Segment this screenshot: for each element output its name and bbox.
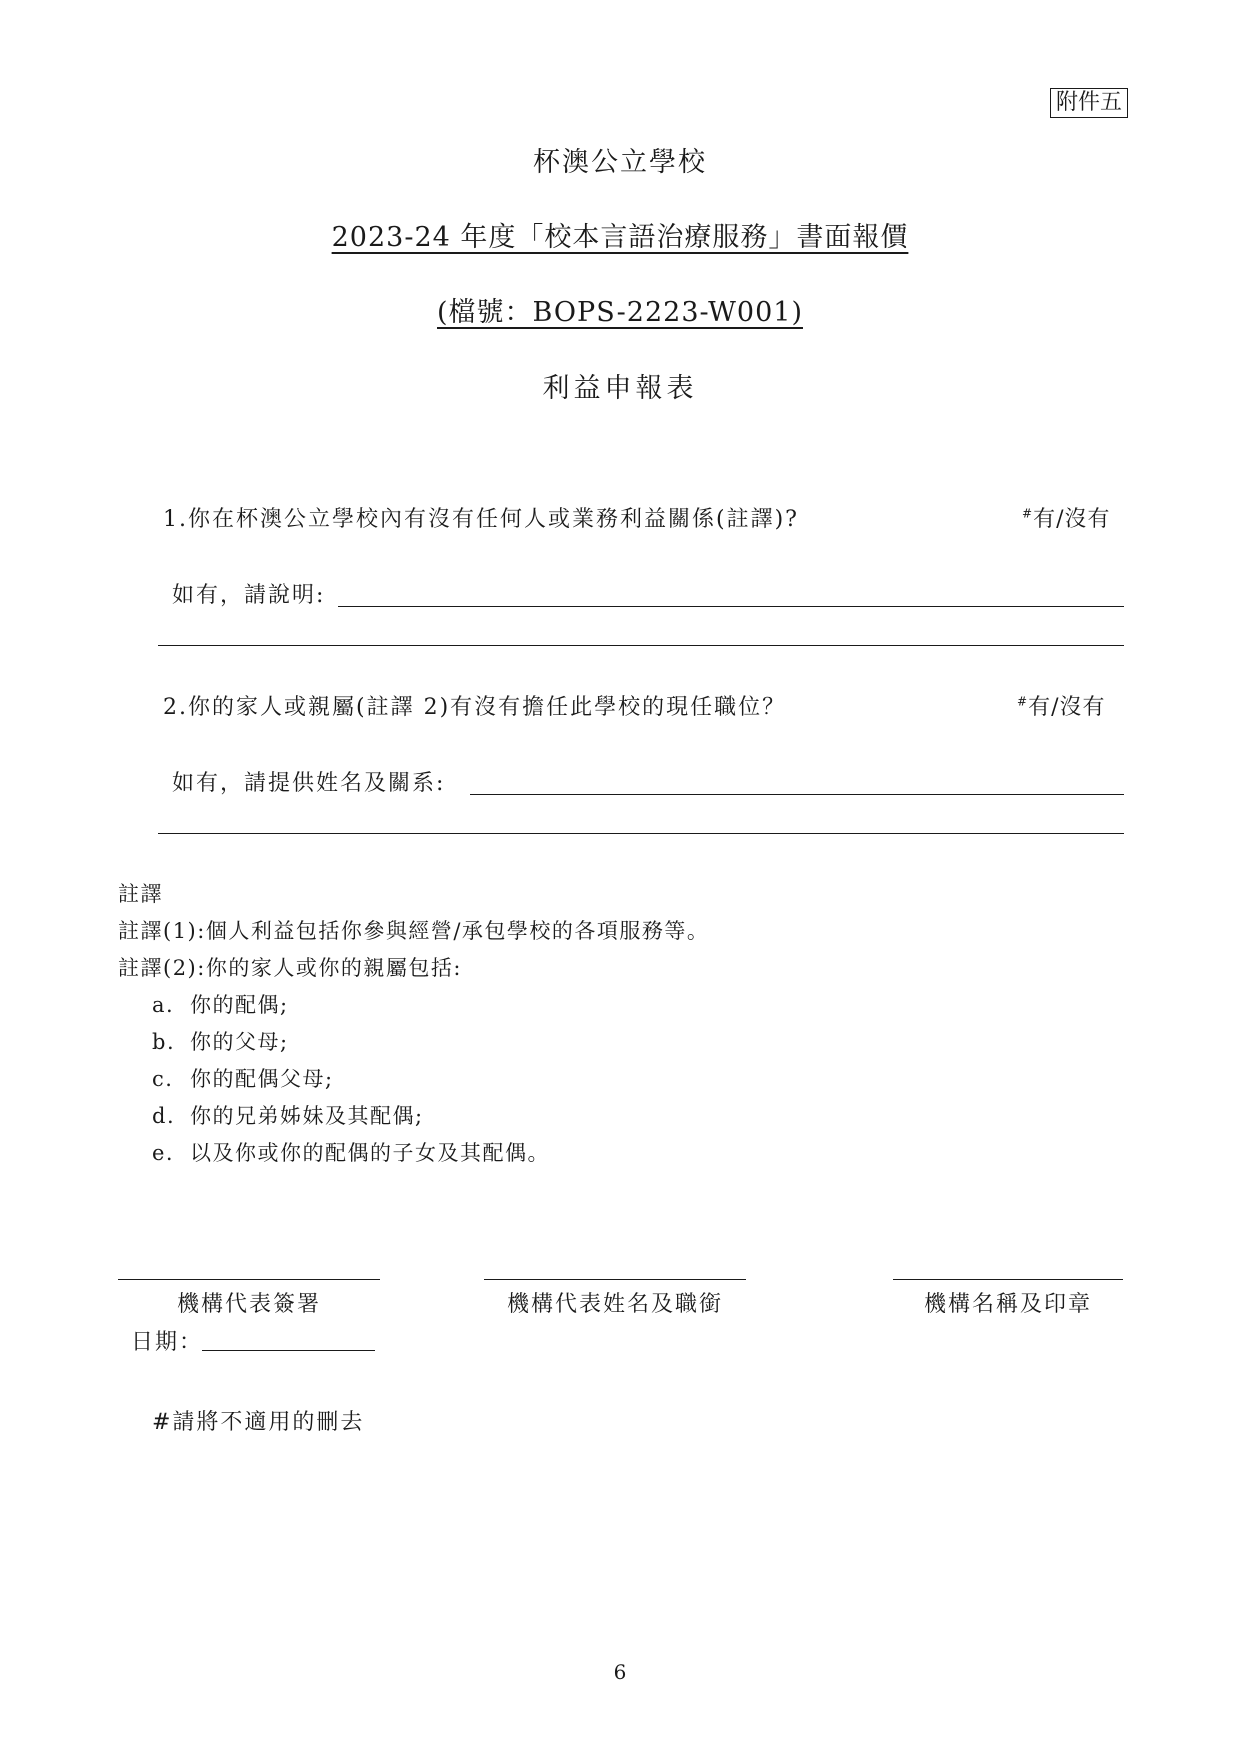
question-1-answer-line-2[interactable] bbox=[158, 645, 1124, 646]
note-1: 註譯(1):個人利益包括你參與經營/承包學校的各項服務等。 bbox=[118, 919, 710, 943]
note-item bbox=[152, 1100, 424, 1130]
note-item-marker: b. bbox=[152, 1030, 176, 1054]
annex-label: 附件五 bbox=[1050, 88, 1128, 118]
date-label: 日期： bbox=[131, 1330, 204, 1355]
note-item-text: 你的配偶父母; bbox=[190, 1067, 334, 1091]
org-name-stamp-label: 機構名稱及印章 bbox=[923, 1292, 1092, 1317]
file-number-text: (檔號：BOPS-2223-W001) bbox=[437, 297, 803, 328]
file-number bbox=[0, 290, 1240, 329]
form-title: 利益申報表 bbox=[542, 373, 698, 404]
answer-options: 有/沒有 bbox=[1028, 695, 1106, 720]
question-2-answer[interactable] bbox=[1017, 690, 1105, 721]
org-stamp-line[interactable] bbox=[893, 1279, 1123, 1280]
question-2-answer-line-2[interactable] bbox=[158, 833, 1124, 834]
rep-signature-label: 機構代表簽署 bbox=[176, 1292, 321, 1317]
rep-name-line[interactable] bbox=[484, 1279, 746, 1280]
answer-mark: # bbox=[1022, 506, 1034, 521]
note-2: 註譯(2):你的家人或你的親屬包括: bbox=[118, 956, 462, 980]
question-2-followup-label: 如有，請提供姓名及關系: bbox=[172, 771, 446, 796]
question-1-followup-label: 如有，請說明: bbox=[172, 583, 326, 608]
note-item-marker: d. bbox=[152, 1104, 176, 1128]
note-item bbox=[152, 1026, 289, 1056]
footnote: #請將不適用的刪去 bbox=[152, 1410, 365, 1435]
note-item-text: 你的配偶; bbox=[190, 993, 289, 1017]
answer-mark: # bbox=[1017, 694, 1029, 709]
question-1-answer-line[interactable] bbox=[338, 606, 1124, 607]
note-item bbox=[152, 1063, 334, 1093]
notes-heading: 註譯 bbox=[118, 882, 163, 906]
rep-signature-line[interactable] bbox=[118, 1279, 380, 1280]
quote-title-text: 2023-24 年度「校本言語治療服務」書面報價 bbox=[331, 222, 909, 253]
question-2-answer-line[interactable] bbox=[470, 794, 1124, 795]
note-item-marker: c. bbox=[152, 1067, 174, 1091]
answer-options: 有/沒有 bbox=[1033, 507, 1111, 532]
rep-name-title-label: 機構代表姓名及職銜 bbox=[506, 1292, 723, 1317]
note-item-marker: a. bbox=[152, 993, 175, 1017]
note-item bbox=[152, 1137, 550, 1167]
question-1-answer[interactable] bbox=[1022, 502, 1110, 533]
question-1: 1.你在杯澳公立學校內有沒有任何人或業務利益關係(註譯)? bbox=[163, 507, 799, 532]
date-line[interactable] bbox=[202, 1350, 375, 1351]
note-item-marker: e. bbox=[152, 1141, 175, 1165]
note-item bbox=[152, 989, 289, 1019]
note-item-text: 以及你或你的配偶的子女及其配偶。 bbox=[190, 1141, 550, 1165]
quote-title bbox=[0, 215, 1240, 254]
school-name: 杯澳公立學校 bbox=[533, 147, 707, 178]
note-item-text: 你的兄弟姊妹及其配偶; bbox=[190, 1104, 424, 1128]
note-item-text: 你的父母; bbox=[190, 1030, 289, 1054]
question-2: 2.你的家人或親屬(註譯 2)有沒有擔任此學校的現任職位？ bbox=[163, 695, 787, 720]
page-number: 6 bbox=[613, 1660, 627, 1684]
